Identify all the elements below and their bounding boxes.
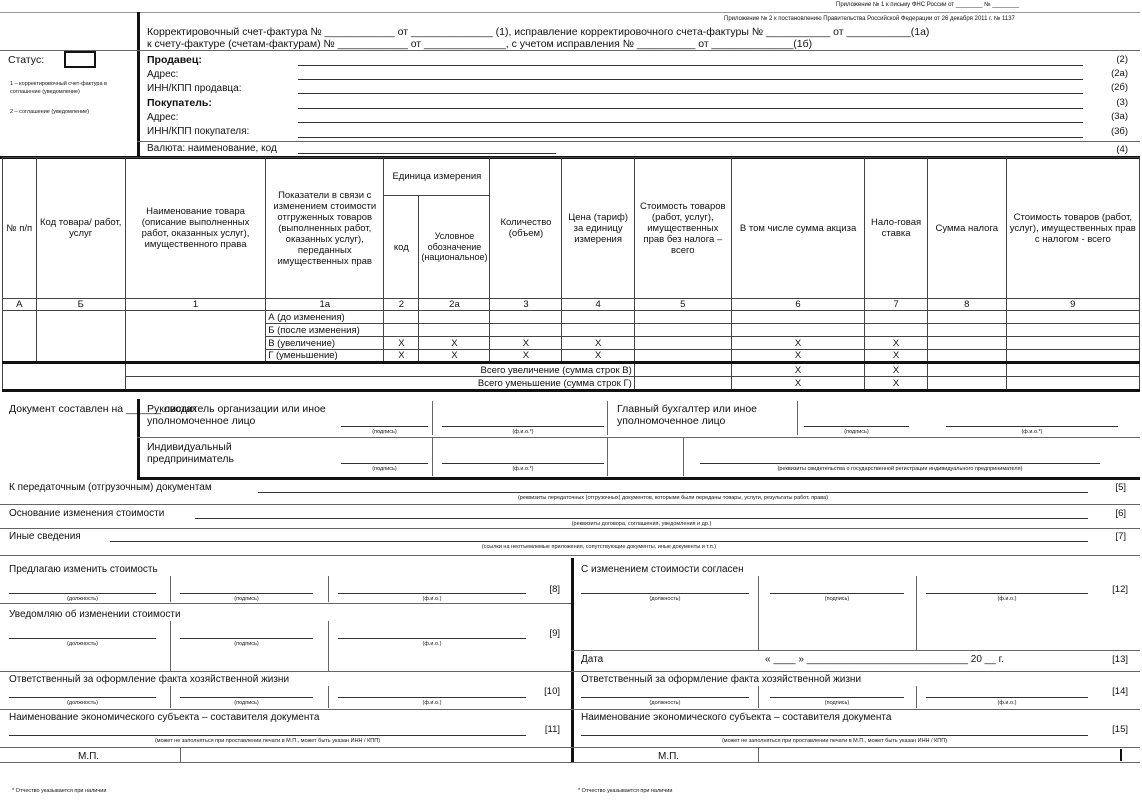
- stamp-left: М.П.: [78, 751, 100, 762]
- chief-accountant-label: Главный бухгалтер или иное уполномоченное лицо: [617, 403, 758, 427]
- decree-note: Приложение № 2 к постановлению Правительства Российской Федерации от 26 декабря 2011 г. № 1137: [724, 16, 1015, 22]
- th-unit-code: код: [384, 196, 419, 299]
- th-total: Стоимость товаров (работ, услуг), имущественных прав с налогом - всего: [1006, 158, 1139, 299]
- header-line-2: к счету-фактуре (счетам-фактурам) № ____________ от ______________, с учетом исправления № __________ от ______________(1б): [147, 38, 813, 50]
- code-3a: (3а): [1111, 111, 1128, 122]
- code-3: (3): [1116, 97, 1128, 108]
- th-price: Цена (тариф) за единицу измерения: [562, 158, 634, 299]
- buyer-inn-label: ИНН/КПП покупателя:: [147, 126, 250, 137]
- total-increase-label: Всего увеличение (сумма строк В): [125, 363, 634, 377]
- status-note-1: 1 – корректировочный счет-фактура в соглашение (уведомление): [10, 81, 107, 95]
- other-info-label: Иные сведения: [9, 531, 81, 542]
- row-b-label: Б (после изменения): [266, 324, 384, 337]
- entity-name-right-label: Наименование экономического субъекта – составителя документа: [581, 712, 892, 723]
- table-row: [3, 311, 1140, 324]
- seller-inn-label: ИНН/КПП продавца:: [147, 83, 242, 94]
- date-label: Дата: [581, 654, 604, 665]
- total-decrease-label: Всего уменьшение (сумма строк Г): [125, 377, 634, 391]
- status-divider: [137, 12, 140, 157]
- transfer-docs-label: К передаточным (отгрузочным) документам: [9, 482, 212, 493]
- header-line-1: Корректировочный счет-фактура № ____________ от ______________ (1), исправление корректировочного счета-фактуры № ___________ от ___________(1а): [147, 26, 930, 38]
- row-v-label: В (увеличение): [266, 337, 384, 350]
- buyer-address-label: Адрес:: [147, 112, 179, 123]
- th-no: № п/п: [3, 158, 37, 299]
- notify-label: Уведомляю об изменении стоимости: [9, 609, 181, 620]
- code-2: (2): [1116, 54, 1128, 65]
- footnote-right: * Отчество указывается при наличии: [578, 788, 673, 794]
- head-label: Руководитель организации или иное уполномоченное лицо: [147, 403, 326, 427]
- total-decrease-row: Всего уменьшение (сумма строк Г) Х Х: [3, 377, 1140, 391]
- basis-label: Основание изменения стоимости: [9, 508, 165, 519]
- code-4: (4): [1116, 144, 1128, 155]
- propose-label: Предлагаю изменить стоимость: [9, 564, 158, 575]
- date-value[interactable]: « ____ » _____________________________ 20 __ г.: [765, 654, 1004, 665]
- appendix-note: Приложение № 1 к письму ФНС России от ________ № ________: [836, 2, 1019, 8]
- th-qty: Количество (объем): [490, 158, 562, 299]
- code-2a: (2а): [1111, 68, 1128, 79]
- stamp-right: М.П.: [658, 751, 680, 762]
- th-name: Наименование товара (описание выполненных работ, оказанных услуг), имущественного права: [125, 158, 265, 299]
- lower-divider: [571, 558, 574, 763]
- code-3b: (3б): [1110, 126, 1128, 137]
- th-unit-name: Условное обозначение (национальное): [419, 196, 490, 299]
- status-label: Статус:: [8, 54, 45, 66]
- currency-label: Валюта: наименование, код: [147, 143, 277, 154]
- entity-name-left-label: Наименование экономического субъекта – составителя документа: [9, 712, 320, 723]
- row-g-label: Г (уменьшение): [266, 350, 384, 363]
- table-row: Г (уменьшение) Х Х Х Х Х Х: [3, 350, 1140, 363]
- total-increase-row: Всего увеличение (сумма строк В) Х Х: [3, 363, 1140, 377]
- goods-table: [2, 157, 1140, 392]
- th-indicators: Показатели в связи с изменением стоимости отгруженных товаров (выполненных работ, оказанных услуг), переданных имущественных прав: [266, 158, 384, 299]
- th-excise: В том числе сумма акциза: [731, 158, 864, 299]
- invoice-form-page: Приложение № 1 к письму ФНС России от ________ № ________ Приложение № 2 к постановлению Правительства Российской Федерации от 26 декабря 2011 г. № 1137 Корректировочный счет-фактура № ____________ от ______________ (1), исправление корректировочного счета-фактуры № ___________ от ___________(1а) к счету-фактуре (счетам-фактурам) № ____________ от ______________, с учетом исправления № __________ от ______________(1б) Статус: 1 – корректировочный счет-фактура в соглашение (уведомление) 2 – соглашение (уведомление) Продавец: Адрес: ИНН/КПП продавца: Покупатель: Адрес: ИНН/КПП покупателя: Валюта: наименование, код (2) (2а) (2б) (3) (3а) (3б) (4) № п/п Код товара/ работ, услуг Наименование товара (описание выполненных работ, оказанных услуг), имущественного права Показатели в связи с изменением стоимости отгруженных товаров (выполненных работ, оказанных услуг), переданных имущественных прав Единица измерения Количество (объем) Цена (тариф) за единицу измерения Стоимость товаров (работ, услуг), имущественных прав без налога – всего В том числе сумма акциза Нало-говая ставка Сумма налога Стоимость товаров (работ, услуг), имущественных прав с налогом - всего код Условное обозначение (национальное) А Б 1 1а 2 2а 3 4 5 6 7 8 9 А (до изменения) Б (после изменения) В (увеличение) Х Х Х Х Х Х Г (уменьшение) Х Х Х Х Х Х Всего увеличение (сумма строк В) Х Х Всего уменьшение (сумма строк Г) Х Х Документ составлен на ______ листах Руководитель организации или иное уполномоченное лицо (подпись) (ф.и.о.*) Главный бухгалтер или иное уполномоченное лицо (подпись) (ф.и.о.*) Индивидуальный предприниматель (подпись) (ф.и.о.*) (реквизиты свидетельства о государственной регистрации индивидуального предпринимателя) К передаточным (отгрузочным) документам (реквизиты передаточных (отгрузочных) документов, которыми были переданы товары, услуги, результаты работ, права) [5] Основание изменения стоимости (реквизиты договора, соглашения, уведомления и др.) [6] Иные сведения (ссылки на неотъемлемые приложения, сопутствующие документы, иные документы и т.п.) [7] Предлагаю изменить стоимость (должность) (подпись) (ф.и.о.) [8] Уведомляю об изменении стоимости (должность) (подпись) (ф.и.о.) [9] Ответственный за оформление факта хозяйственной жизни (должность) (подпись) (ф.и.о.) [10] Наименование экономического субъекта – составителя документа (может не заполняться при проставлении печати в М.П., может быть указан ИНН / КПП) [11] М.П. С изменением стоимости согласен (должность) (подпись) (ф.и.о.) [12] Дата « ____ » _____________________________ 20 __ г. [13] Ответственный за оформление факта хозяйственной жизни (должность) (подпись) (ф.и.о.) [14] Наименование экономического субъекта – составителя документа (может не заполняться при проставлении печати в М.П., может быть указан ИНН / КПП) [15] М.П. * Отчество указывается при наличии * Отчество указывается при наличии: [0, 0, 1142, 800]
- seller-address-label: Адрес:: [147, 69, 179, 80]
- th-code: Код товара/ работ, услуг: [36, 158, 125, 299]
- agree-label: С изменением стоимости согласен: [581, 564, 744, 575]
- footnote-left: * Отчество указывается при наличии: [12, 788, 107, 794]
- seller-label: Продавец:: [147, 54, 202, 66]
- table-row: В (увеличение) Х Х Х Х Х Х: [3, 337, 1140, 350]
- status-note-2: 2 – соглашение (уведомление): [10, 109, 90, 115]
- th-tax: Сумма налога: [927, 158, 1006, 299]
- th-unit: Единица измерения: [384, 158, 490, 196]
- row-a-label: А (до изменения): [266, 311, 384, 324]
- index-row: А Б 1 1а 2 2а 3 4 5 6 7 8 9: [3, 299, 1140, 311]
- code-2b: (2б): [1110, 82, 1128, 93]
- entrepreneur-label: Индивидуальный предприниматель: [147, 441, 234, 465]
- responsible-right-label: Ответственный за оформление факта хозяйственной жизни: [581, 674, 862, 685]
- responsible-left-label: Ответственный за оформление факта хозяйственной жизни: [9, 674, 290, 685]
- doc-sheets-label: Документ составлен на ______ листах: [9, 403, 198, 415]
- th-cost: Стоимость товаров (работ, услуг), имущественных прав без налога – всего: [634, 158, 731, 299]
- status-box[interactable]: [64, 51, 96, 68]
- buyer-label: Покупатель:: [147, 97, 212, 109]
- th-rate: Нало-говая ставка: [865, 158, 928, 299]
